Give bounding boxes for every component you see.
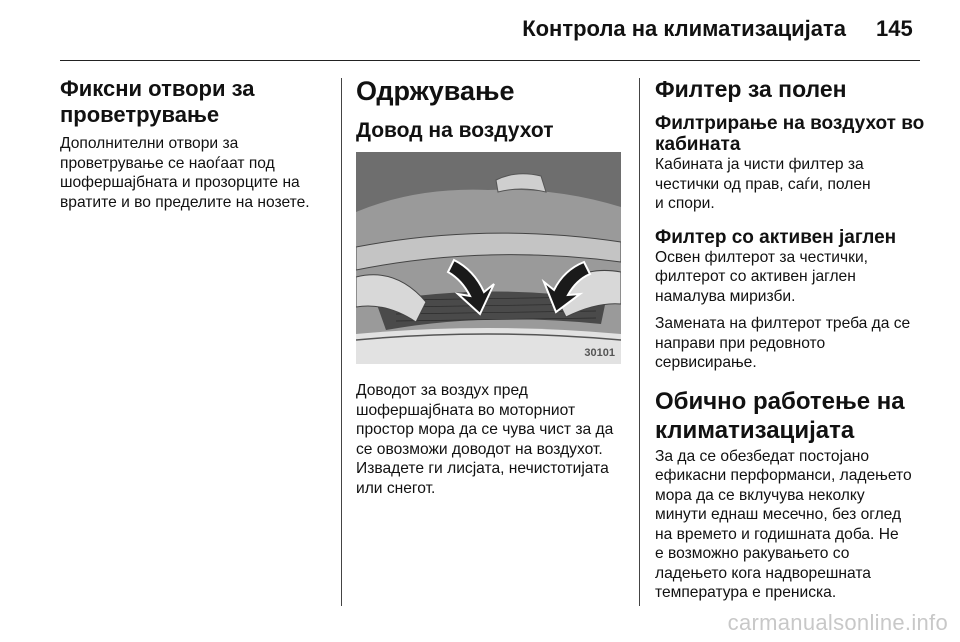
column-pollen-filter	[655, 76, 931, 603]
page-number: 145	[876, 16, 913, 41]
watermark: carmanualsonline.info	[727, 610, 948, 635]
section-heading-maintenance: Одржување	[356, 76, 515, 106]
subheading-air-intake: Довод на воздухот	[356, 119, 554, 142]
air-intake-drawing	[356, 152, 621, 364]
air-intake-text: Доводот за воздух пред шофершајбната во моторниот простор мора да се чува чист за да се овозможи доводот на воздухот. Извадете ги лисјата, нечистотијата или снегот.	[356, 382, 614, 497]
filter-replacement-text: Замената на филтерот треба да се направи при редовното сервисирање.	[655, 315, 911, 371]
column-maintenance	[356, 76, 626, 498]
fixed-vents-text: Дополнителни отвори за проветрување се наоѓаат под шофершајбната и прозорците на вратите и во пределите на нозете.	[60, 135, 310, 211]
subheading-cabin-air: Филтрирање на воздухот во кабината	[655, 113, 925, 155]
section-heading-fixed-vents: Фиксни отвори за проветрување	[60, 76, 255, 127]
section-heading-normal-operation: Обично работење на климатизацијата	[655, 387, 905, 444]
subheading-activated-carbon: Филтер со активен јаглен	[655, 226, 897, 248]
column-divider-right	[639, 78, 640, 606]
activated-carbon-text: Освен филтерот за честички, филтерот со активен јаглен намалува миризби.	[655, 248, 868, 305]
header-title: Контрола на климатизацијата	[522, 16, 846, 41]
section-heading-pollen-filter: Филтер за полен	[655, 76, 847, 102]
cabin-air-text: Кабината ја чисти филтер за честички од прав, саѓи, полен и спори.	[655, 156, 871, 212]
column-ventilation	[60, 76, 330, 212]
header-rule	[60, 60, 920, 61]
air-intake-illustration	[356, 152, 621, 364]
normal-operation-text: За да се обезбедат постојано ефикасни перформанси, ладењето мора да се вклучува неколку минути еднаш месечно, без оглед на времето и годишната доба. Не е возможно ракувањето со ладењето кога надворешната температура е прениска.	[655, 447, 912, 601]
figure-label: 30101	[584, 347, 615, 359]
column-divider-left	[341, 78, 342, 606]
